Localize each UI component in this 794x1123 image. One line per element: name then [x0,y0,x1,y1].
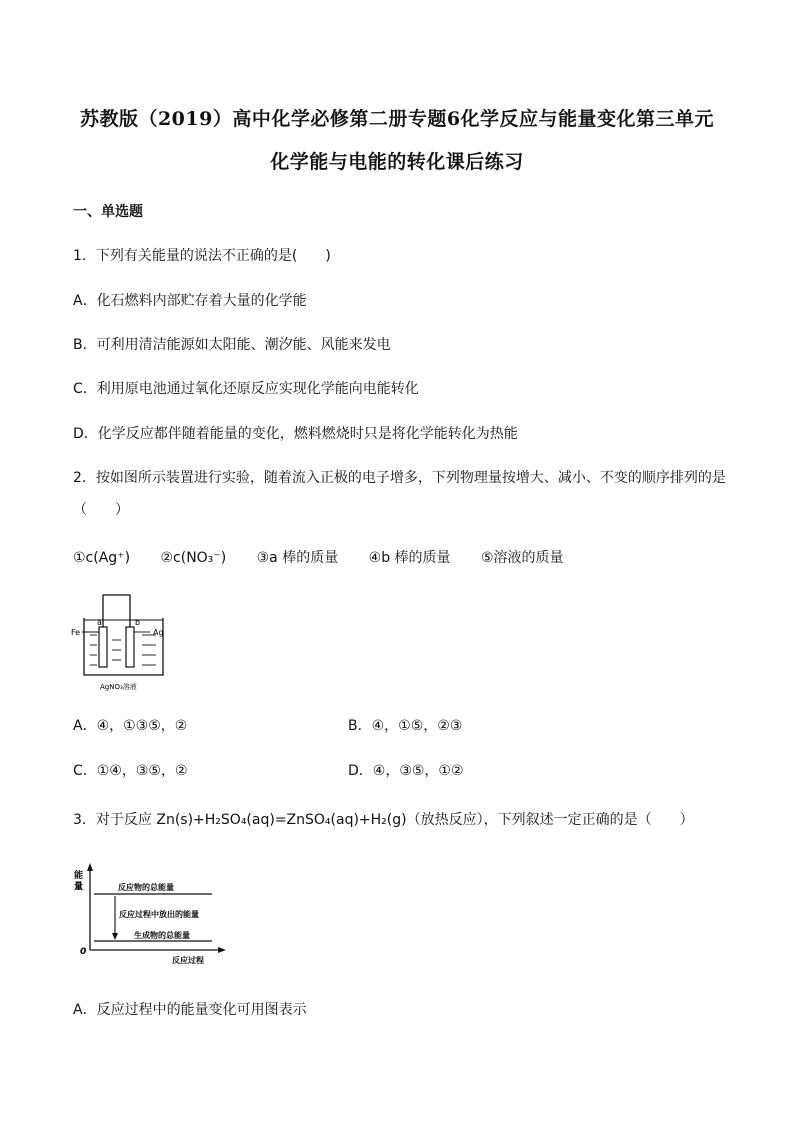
q2-item-4: ④b 棒的质量 [368,550,451,566]
q1-option-b: B．可利用清洁能源如太阳能、潮汐能、风能来发电 [73,337,391,353]
electrode-b-label: b [135,618,141,627]
electrode-a-label: a [97,618,102,627]
x-axis-arrow [218,947,226,953]
q2-option-c: C．①④，③⑤，② [73,763,188,779]
electrode-b [126,627,134,667]
q2-quantity-list [73,547,590,567]
q1-stem: 1．下列有关能量的说法不正确的是( ) [73,248,331,264]
electrochemical-cell-figure [70,590,180,695]
q2-stem-line-2: （ ） [73,502,129,518]
energy-released-label: 反应过程中放出的能量 [119,910,199,919]
q2-option-d: D．④，③⑤，①② [348,763,464,779]
q3-stem: 3．对于反应 Zn(s)+H₂SO₄(aq)=ZnSO₄(aq)+H₂(g)（放热反应），下列叙述一定正确的是（ ） [73,812,694,828]
document-title-line-1: 苏教版（2019）高中化学必修第二册专题6化学反应与能量变化第三单元 [79,108,715,130]
y-axis-label-1: 能 [74,871,84,881]
q1-option-a: A．化石燃料内部贮存着大量的化学能 [73,293,307,309]
energy-released-arrowhead [112,933,118,940]
q2-item-2: ②c(NO₃⁻) [160,550,227,566]
ag-label: Ag [153,628,164,637]
solution-caption: AgNO₃溶液 [100,683,137,691]
q2-item-1: ①c(Ag⁺) [73,550,131,566]
document-title-line-2: 化学能与电能的转化课后练习 [270,151,524,173]
fe-label: Fe [71,628,81,637]
q2-stem-line-1: 2．按如图所示装置进行实验，随着流入正极的电子增多，下列物理量按增大、减小、不变的顺序排列的是 [73,470,726,486]
q2-option-a: A．④，①③⑤，② [73,718,188,734]
y-axis-label-2: 量 [74,882,84,892]
beaker [84,618,163,675]
q2-item-3: ③a 棒的质量 [256,550,339,566]
q1-option-c: C．利用原电池通过氧化还原反应实现化学能向电能转化 [73,381,419,397]
y-axis-arrow [87,863,93,871]
section-heading: 一、单选题 [73,204,143,220]
q2-item-5: ⑤溶液的质量 [481,550,564,566]
q3-option-a: A．反应过程中的能量变化可用图表示 [73,1002,307,1018]
product-energy-label: 生成物的总能量 [134,931,190,940]
electrode-a [99,627,107,667]
q1-option-d: D．化学反应都伴随着能量的变化，燃料燃烧时只是将化学能转化为热能 [73,426,518,442]
reactant-energy-label: 反应物的总能量 [118,883,174,892]
energy-diagram-figure [72,858,232,968]
q2-option-b: B．④，①⑤，②③ [348,718,463,734]
x-axis-label: 反应过程 [172,956,204,965]
origin-label: 0 [80,947,87,957]
